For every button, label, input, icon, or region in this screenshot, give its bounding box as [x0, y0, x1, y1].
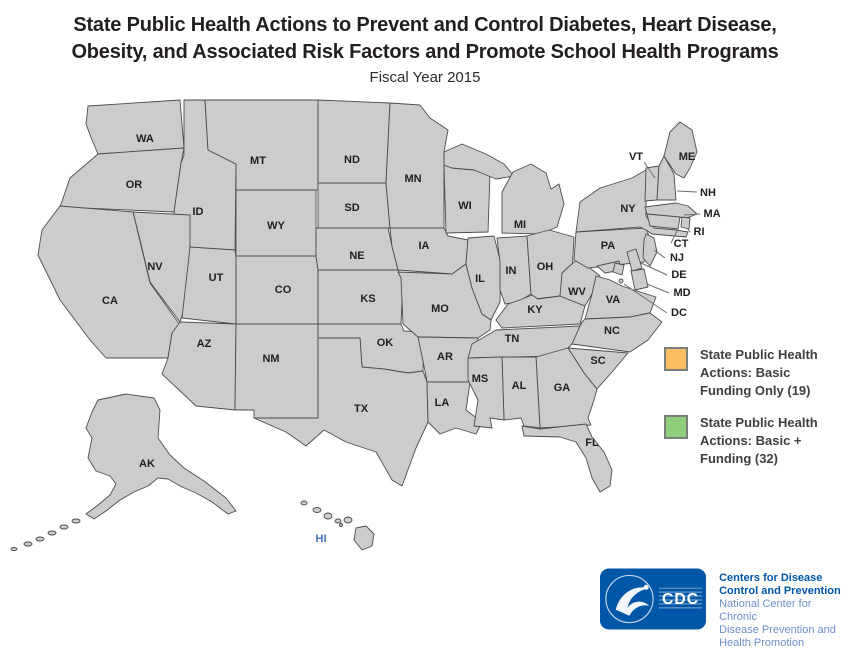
state-label-ms: MS	[471, 373, 489, 385]
leader-md	[647, 284, 669, 293]
page-subtitle: Fiscal Year 2015	[369, 69, 481, 86]
cdc-center-line3: Health Promotion	[719, 637, 805, 649]
state-label-nv: NV	[147, 261, 163, 273]
state-label-ga: GA	[553, 382, 571, 394]
state-label-nj: NJ	[669, 252, 685, 264]
state-label-mn: MN	[404, 173, 422, 185]
state-md-shore	[631, 269, 648, 290]
state-label-oh: OH	[536, 261, 554, 273]
state-label-nc: NC	[604, 325, 620, 337]
state-label-pa: PA	[600, 240, 616, 252]
state-label-wi: WI	[458, 200, 472, 212]
state-label-fl: FL	[585, 437, 599, 449]
state-label-sd: SD	[344, 202, 360, 214]
state-label-mi: MI	[513, 219, 527, 231]
state-label-mt: MT	[250, 155, 266, 167]
state-label-ma: MA	[703, 208, 721, 220]
legend-label-basic-only: State Public Health Actions: Basic Funding Only (19)	[700, 347, 818, 398]
state-hi	[301, 501, 374, 550]
state-mn	[386, 103, 448, 228]
cdc-org-line2: Control and Prevention	[719, 585, 841, 597]
cdc-org-line1: Centers for Disease	[719, 572, 823, 584]
state-fl	[522, 424, 612, 492]
state-wi	[444, 165, 490, 233]
state-label-ar: AR	[437, 351, 453, 363]
state-ak	[11, 394, 236, 551]
state-wa	[86, 100, 184, 154]
legend-swatch-basic-only	[664, 347, 688, 371]
state-label-vt: VT	[628, 151, 644, 163]
state-label-il: IL	[475, 273, 485, 285]
state-nd	[318, 100, 390, 183]
legend-swatch-basic-plus	[664, 415, 688, 439]
state-label-hi: HI	[315, 533, 327, 545]
state-label-la: LA	[434, 397, 450, 409]
state-label-ak: AK	[139, 458, 155, 470]
state-ne	[316, 228, 398, 270]
state-label-nh: NH	[700, 187, 716, 199]
state-label-nd: ND	[344, 154, 360, 166]
legend-label-basic-plus: State Public Health Actions: Basic + Funding (32)	[700, 415, 818, 466]
cdc-logo	[600, 568, 706, 630]
state-label-in: IN	[505, 265, 517, 277]
state-label-de: DE	[671, 269, 687, 281]
state-label-ky: KY	[527, 304, 543, 316]
state-nm	[235, 324, 318, 418]
state-label-ne: NE	[349, 250, 365, 262]
legend-item-basic-only	[664, 346, 818, 400]
cdc-center-line1: National Center for Chronic	[719, 598, 812, 623]
state-mi	[502, 164, 564, 234]
state-label-ri: RI	[693, 226, 705, 238]
state-label-nm: NM	[262, 353, 280, 365]
state-label-co: CO	[274, 284, 292, 296]
state-label-wa: WA	[136, 133, 154, 145]
page-title-line1: State Public Health Actions to Prevent and Control Diabetes, Heart Disease,	[73, 14, 777, 36]
state-label-me: ME	[678, 151, 696, 163]
state-label-va: VA	[605, 294, 621, 306]
state-label-az: AZ	[196, 338, 212, 350]
state-az	[162, 322, 236, 410]
state-label-tn: TN	[504, 333, 520, 345]
cdc-center-line2: Disease Prevention and	[719, 624, 836, 636]
state-label-ia: IA	[418, 240, 430, 252]
state-label-ut: UT	[208, 272, 224, 284]
cdc-branding	[600, 568, 850, 650]
state-ri	[681, 217, 690, 229]
state-label-sc: SC	[590, 355, 606, 367]
state-label-ca: CA	[102, 295, 118, 307]
state-label-md: MD	[673, 287, 691, 299]
state-label-ny: NY	[620, 203, 636, 215]
state-label-ks: KS	[360, 293, 376, 305]
state-al	[502, 357, 540, 428]
state-label-ct: CT	[673, 238, 689, 250]
state-label-al: AL	[511, 380, 527, 392]
leader-nh	[677, 191, 697, 192]
state-label-mo: MO	[431, 303, 449, 315]
state-label-dc: DC	[671, 307, 687, 319]
legend-item-basic-plus	[664, 414, 818, 468]
state-label-id: ID	[192, 206, 204, 218]
state-label-or: OR	[125, 179, 143, 191]
cdc-text-block	[719, 572, 850, 650]
state-dc	[619, 279, 623, 283]
state-label-wv: WV	[568, 286, 586, 298]
page-title-line2: Obesity, and Associated Risk Factors and Promote School Health Programs	[71, 41, 779, 63]
state-nj	[643, 234, 657, 266]
cdc-acronym: CDC	[662, 590, 700, 608]
state-label-tx: TX	[353, 403, 369, 415]
state-or	[60, 148, 184, 212]
state-label-wy: WY	[267, 220, 285, 232]
state-label-ok: OK	[376, 337, 394, 349]
state-ut	[182, 247, 236, 324]
state-md-central	[613, 263, 624, 275]
